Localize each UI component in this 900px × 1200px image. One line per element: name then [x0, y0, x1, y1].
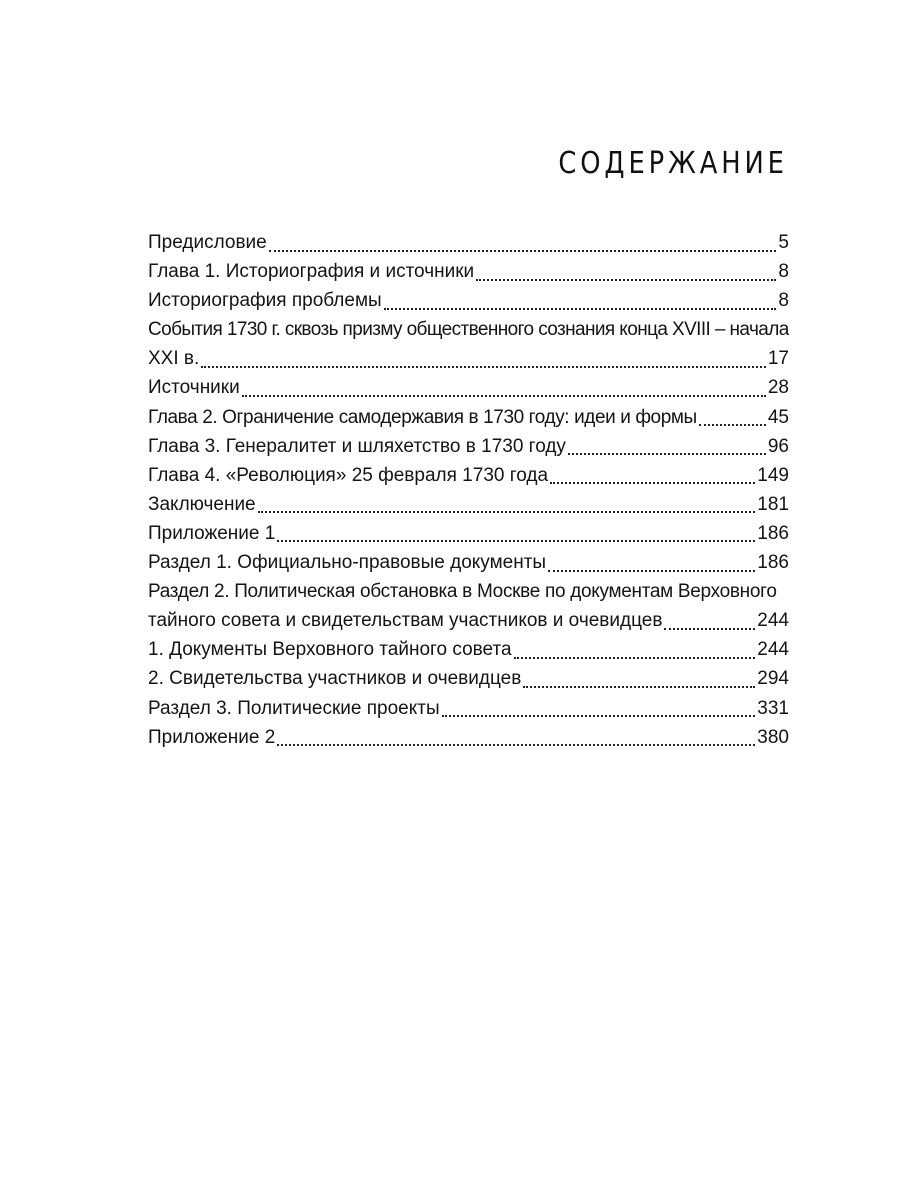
dot-leader: [476, 279, 776, 281]
dot-leader: [664, 628, 755, 630]
toc-entry-section-2-line1[interactable]: [148, 577, 789, 606]
dot-leader: [699, 424, 766, 426]
toc-entry-label: Историография проблемы: [148, 290, 382, 312]
dot-leader: [277, 744, 755, 746]
dot-leader: [277, 540, 755, 542]
toc-entry-chapter-4[interactable]: [148, 461, 789, 490]
page-title: СОДЕРЖАНИЕ: [558, 146, 788, 181]
toc-entry-appendix-1[interactable]: [148, 519, 789, 548]
dot-leader: [442, 715, 756, 717]
toc-entry-page: 181: [757, 493, 789, 515]
toc-entry-page: 244: [757, 639, 789, 661]
dot-leader: [568, 453, 766, 455]
dot-leader: [258, 511, 756, 513]
toc-entry-conclusion[interactable]: [148, 490, 789, 519]
toc-entry-label: XXI в.: [148, 348, 200, 370]
toc-entry-page: 331: [757, 697, 789, 719]
toc-entry-page: 8: [778, 290, 789, 312]
table-of-contents: [148, 228, 789, 752]
toc-entry-section-3[interactable]: [148, 694, 789, 723]
toc-entry-label: Заключение: [148, 493, 256, 515]
toc-entry-label: Предисловие: [148, 232, 267, 253]
dot-leader: [523, 686, 755, 688]
toc-entry-page: 45: [767, 406, 789, 428]
toc-entry-section-1[interactable]: [148, 548, 789, 577]
toc-entry-label: 2. Свидетельства участников и очевидцев: [148, 668, 522, 690]
toc-entry-page: 149: [757, 464, 789, 486]
toc-entry-historiography[interactable]: [148, 286, 789, 315]
toc-entry-page: 186: [757, 522, 789, 544]
toc-entry-label: Глава 2. Ограничение самодержавия в 1730 году: идеи и формы: [148, 406, 697, 428]
toc-entry-page: 96: [767, 435, 789, 457]
toc-entry-events-1730[interactable]: [148, 344, 789, 373]
toc-entry-page: 294: [757, 668, 789, 690]
dot-leader: [269, 250, 777, 252]
dot-leader: [242, 395, 766, 397]
toc-entry-events-1730-line1[interactable]: [148, 315, 789, 344]
toc-entry-appendix-2[interactable]: [148, 723, 789, 752]
toc-entry-page: 17: [767, 348, 789, 370]
toc-entry-label: Раздел 1. Официально-правовые документы: [148, 552, 547, 574]
toc-entry-testimonies[interactable]: [148, 664, 789, 693]
dot-leader: [550, 482, 755, 484]
toc-entry-label: Раздел 3. Политические проекты: [148, 697, 440, 719]
toc-entry-page: 244: [757, 610, 789, 632]
toc-entry-council-documents[interactable]: [148, 635, 789, 664]
toc-entry-chapter-1[interactable]: [148, 257, 789, 286]
toc-entry-label: Приложение 1: [148, 522, 276, 544]
toc-entry-page: 28: [767, 377, 789, 399]
toc-entry-sources[interactable]: [148, 373, 789, 402]
toc-entry-page: 8: [778, 261, 789, 283]
toc-entry-label: Глава 3. Генералитет и шляхетство в 1730 году: [148, 435, 566, 457]
toc-entry-label-line1: Раздел 2. Политическая обстановка в Москве по документам Верховного: [148, 581, 777, 603]
dot-leader: [514, 657, 756, 659]
toc-entry-page: 186: [757, 552, 789, 574]
toc-entry-label: тайного совета и свидетельствам участников и очевидцев: [148, 610, 663, 632]
toc-entry-label: Приложение 2: [148, 726, 276, 748]
toc-entry-section-2[interactable]: [148, 606, 789, 635]
toc-entry-page: 380: [757, 726, 789, 748]
toc-entry-preface[interactable]: [148, 228, 789, 257]
toc-entry-label: Глава 4. «Революция» 25 февраля 1730 года: [148, 464, 549, 486]
toc-entry-label-line1: События 1730 г. сквозь призму общественного сознания конца XVIII – начала: [148, 319, 789, 341]
dot-leader: [201, 366, 766, 368]
toc-entry-label: Источники: [148, 377, 240, 399]
toc-entry-label: 1. Документы Верховного тайного совета: [148, 639, 512, 661]
toc-entry-chapter-2[interactable]: [148, 403, 789, 432]
toc-entry-label: Глава 1. Историография и источники: [148, 261, 475, 283]
dot-leader: [384, 308, 777, 310]
toc-entry-chapter-3[interactable]: [148, 432, 789, 461]
toc-entry-page: 5: [778, 232, 789, 253]
dot-leader: [548, 570, 755, 572]
